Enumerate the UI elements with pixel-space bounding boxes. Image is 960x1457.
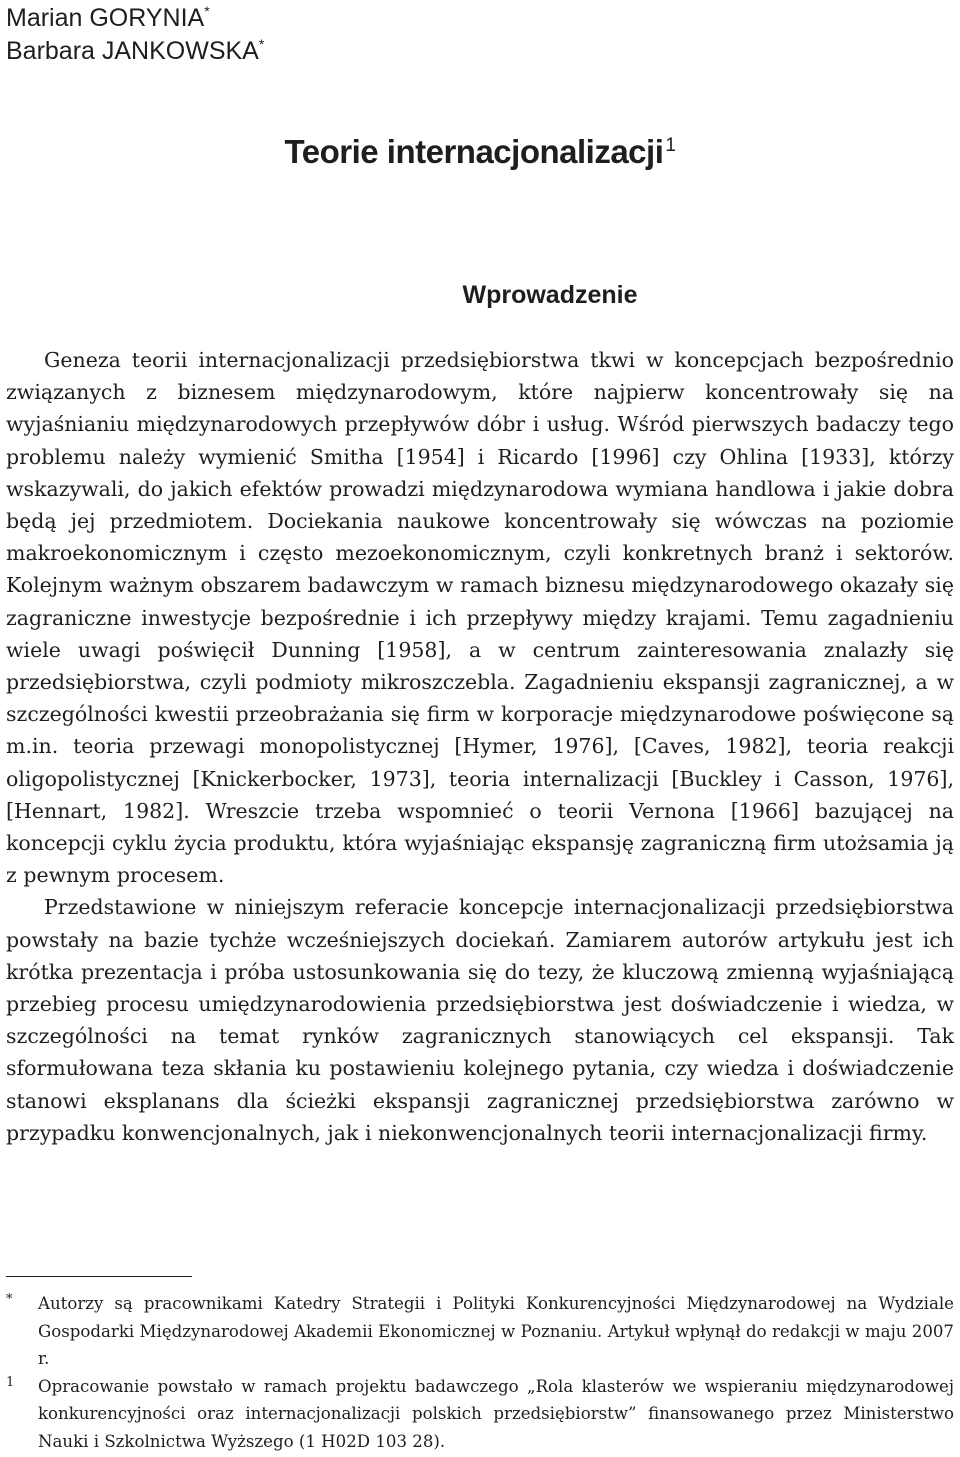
body-paragraph: Geneza teorii internacjonalizacji przedsiębiorstwa tkwi w koncepcjach bezpośrednio związanych z biznesem międzynarodowym, które najpierw koncentrowały się na wyjaśnianiu międzynarodowych przepływów dóbr i usług. Wśród pierwszych badaczy tego problemu należy wymienić Smitha [1954] i Ricardo [1996] czy Ohlina [1933], którzy wskazywali, do jakich efektów prowadzi międzynarodowa wymiana handlowa i jakie dobra będą jej przedmiotem. Dociekania naukowe koncentrowały się wówczas na poziomie makroekonomicznym i często mezoekonomicznym, czyli konkretnych branż i sektorów. Kolejnym ważnym obszarem badawczym w ramach biznesu międzynarodowego okazały się zagraniczne inwestycje bezpośrednie i ich przepływy między krajami. Temu zagadnieniu wiele uwagi poświęcił Dunning [1958], a w centrum zainteresowania znalazły się przedsiębiorstwa, czyli podmioty mikroszczebla. Zagadnieniu ekspansji zagranicznej, a w szczególności kwestii przeobrażania się firm w korporacje międzynarodowe poświęcone są m.in. teoria przewagi monopolistycznej [Hymer, 1976], [Caves, 1982], teoria reakcji oligopolistycznej [Knickerbocker, 1973], teoria internalizacji [Buckley i Casson, 1976], [Hennart, 1982]. Wreszcie trzeba wspomnieć o teorii Vernona [1966] bazującej na koncepcji cyklu życia produktu, która wyjaśniając ekspansję zagraniczną firm utożsamia ją z pewnym procesem. xyxy=(6,348,954,888)
footnote xyxy=(6,1290,954,1373)
footnote-text: Autorzy są pracownikami Katedry Strategii i Polityki Konkurencyjności Międzynarodowej na Wydziale Gospodarki Międzynarodowej Akademii Ekonomicznej w Poznaniu. Artykuł wpłynął do redakcji w maju 2007 r. xyxy=(38,1294,954,1368)
footnotes xyxy=(6,1290,954,1455)
title-footnote-mark: 1 xyxy=(665,135,676,156)
footnote-mark: * xyxy=(6,1292,13,1307)
author-name: Marian GORYNIA* xyxy=(6,3,210,32)
section-heading: Wprowadzenie xyxy=(462,281,638,309)
author-name: Barbara JANKOWSKA* xyxy=(6,36,265,65)
author-list xyxy=(6,2,264,68)
footnote-text: Opracowanie powstało w ramach projektu badawczego „Rola klasterów we wspieraniu międzynarodowej konkurencyjności oraz internacjonalizacji polskich przedsiębiorstw” finansowanego przez Ministerstwo Nauki i Szkolnictwa Wyższego (1 H02D 103 28). xyxy=(38,1376,954,1451)
author-footnote-mark: * xyxy=(204,3,210,19)
article-title: Teorie internacjonalizacji $^1$ xyxy=(284,133,676,170)
author-footnote-mark: * xyxy=(258,36,265,52)
article-body xyxy=(6,344,954,1149)
footnote xyxy=(6,1373,954,1456)
body-paragraph: Przedstawione w niniejszym referacie koncepcje internacjonalizacji przedsiębiorstwa powstały na bazie tychże wcześniejszych dociekań. Zamiarem autorów artykułu jest ich krótka prezentacja i próba ustosunkowania się do tezy, że kluczową zmienną wyjaśniającą przebieg procesu umiędzynarodowienia przedsiębiorstwa jest doświadczenie i wiedza, w szczególności na temat rynków zagranicznych stanowiących cel ekspansji. Tak sformułowana teza skłania ku postawieniu kolejnego pytania, czy wiedza i doświadczenie stanowi eksplanans dla ścieżki ekspansji zagranicznej przedsiębiorstwa zarówno w przypadku konwencjonalnych, jak i niekonwencjonalnych teorii internacjonalizacji firmy. xyxy=(6,895,954,1145)
footnote-separator xyxy=(6,1276,192,1277)
footnote-mark: 1 xyxy=(6,1374,15,1390)
